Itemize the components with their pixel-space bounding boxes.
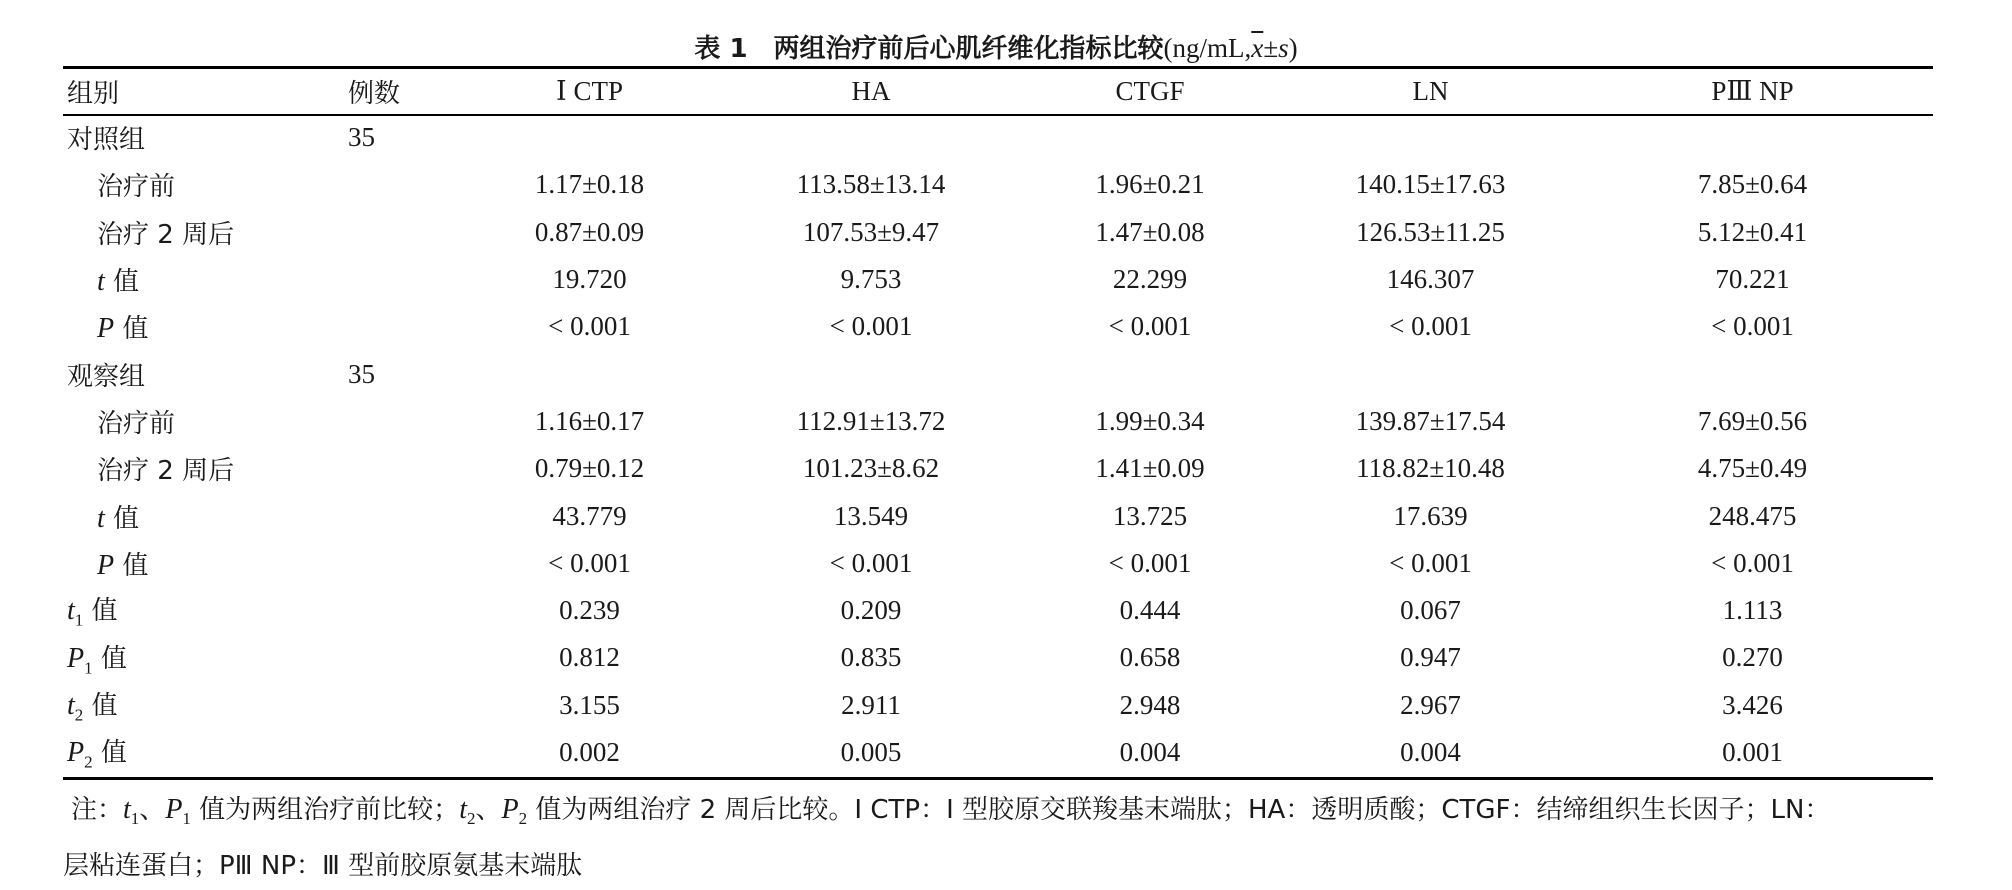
stat-suffix: 值	[92, 738, 127, 769]
table-row	[63, 682, 1933, 729]
value-cell: < 0.001	[1108, 547, 1192, 578]
value-cell: 140.15±17.63	[1355, 169, 1506, 200]
value-cell: 4.75±0.49	[1697, 453, 1808, 484]
count-cell	[338, 398, 448, 445]
value-cell: < 0.001	[829, 311, 913, 342]
value-cell: 9.753	[840, 264, 902, 295]
count-cell: 35	[348, 122, 375, 153]
value-cell: 118.82±10.48	[1356, 453, 1505, 484]
table-title-label: 表 1 两组治疗前后心肌纤维化指标比较	[694, 34, 1164, 64]
value-cell: 146.307	[1386, 264, 1475, 295]
value-cell: 2.911	[841, 689, 901, 720]
table-row	[63, 445, 1933, 492]
value-cell: 107.53±9.47	[802, 216, 940, 247]
value-cell: 1.47±0.08	[1095, 216, 1205, 247]
row-label: 治疗 2 周后	[97, 219, 235, 250]
mean-symbol: $\overline{x}$	[1251, 33, 1264, 63]
value-cell: 112.91±13.72	[796, 405, 946, 436]
count-cell	[338, 540, 448, 587]
header-col: PⅢ NP	[1711, 76, 1794, 106]
stat-label	[63, 682, 338, 729]
count-cell: 35	[348, 358, 375, 389]
value-cell: 17.639	[1393, 500, 1468, 531]
header-col: Ⅰ CTP	[556, 76, 623, 106]
table-footnote	[63, 786, 1943, 890]
value-cell: 70.221	[1715, 264, 1790, 295]
stat-suffix: 值	[92, 643, 127, 674]
value-cell: 1.41±0.09	[1095, 453, 1205, 484]
stat-label	[63, 256, 338, 303]
value-cell: < 0.001	[1711, 547, 1794, 578]
value-cell: < 0.001	[1389, 547, 1472, 578]
value-cell: 5.12±0.41	[1697, 216, 1808, 247]
header-col: LN	[1412, 76, 1449, 106]
note-prefix: 注：	[71, 795, 124, 825]
stat-suffix: 值	[104, 267, 140, 298]
table-row	[63, 256, 1933, 303]
value-cell: 1.16±0.17	[534, 405, 645, 436]
value-cell	[448, 350, 731, 397]
stat-label	[63, 492, 338, 539]
value-cell	[1289, 114, 1572, 161]
count-cell	[338, 209, 448, 256]
note-sub: 2	[466, 809, 476, 829]
value-cell: 43.779	[552, 500, 627, 531]
value-cell: < 0.001	[1711, 311, 1794, 342]
header-col: CTGF	[1115, 76, 1185, 106]
value-cell: < 0.001	[1108, 311, 1192, 342]
note-symbol: P	[165, 794, 183, 825]
value-cell: < 0.001	[1389, 311, 1472, 342]
value-cell	[1572, 350, 1933, 397]
stat-subscript: 1	[84, 658, 93, 678]
stat-symbol: P	[67, 642, 85, 674]
note-sub: 1	[182, 809, 191, 829]
value-cell: 0.270	[1722, 642, 1783, 673]
value-cell: 19.720	[552, 264, 627, 295]
table-row	[63, 540, 1933, 587]
value-cell: 2.948	[1119, 689, 1181, 720]
stat-suffix: 值	[83, 596, 118, 627]
footnote-line-1	[63, 786, 1943, 842]
group-label: 观察组	[67, 361, 146, 392]
group-label: 对照组	[67, 125, 146, 156]
value-cell: 0.658	[1119, 642, 1181, 673]
table-row	[63, 209, 1933, 256]
stat-subscript: 2	[84, 752, 93, 772]
note-sep: 、	[475, 795, 502, 825]
header-col: HA	[851, 76, 891, 106]
value-cell: 0.002	[559, 737, 620, 767]
stat-label	[63, 729, 338, 776]
row-label: 治疗前	[97, 172, 176, 203]
value-cell: < 0.001	[548, 547, 631, 578]
unit-close: )	[1288, 33, 1298, 63]
value-cell: 13.549	[833, 500, 909, 531]
value-cell	[1289, 350, 1572, 397]
count-cell	[338, 634, 448, 681]
stat-suffix: 值	[104, 503, 140, 534]
note-sub: 2	[518, 809, 528, 829]
stat-suffix: 值	[83, 691, 118, 722]
stat-symbol: P	[67, 737, 85, 769]
stat-symbol: t	[67, 690, 75, 722]
value-cell	[1011, 114, 1289, 161]
value-cell: 0.239	[559, 595, 620, 626]
count-cell	[338, 682, 448, 729]
value-cell: 1.99±0.34	[1095, 405, 1205, 436]
header-row	[63, 69, 1933, 114]
note-symbol: t	[123, 794, 131, 825]
sd-symbol: ±s	[1263, 33, 1289, 63]
stat-symbol: t	[97, 266, 105, 298]
value-cell: 13.725	[1112, 500, 1188, 531]
header-count: 例数	[348, 79, 401, 109]
value-cell: 1.96±0.21	[1095, 169, 1205, 200]
value-cell	[448, 114, 731, 161]
value-cell: 1.17±0.18	[534, 169, 645, 200]
value-cell: 139.87±17.54	[1355, 405, 1506, 436]
table-row	[63, 634, 1933, 681]
count-cell	[338, 445, 448, 492]
note-text: 值为两组治疗前比较；	[190, 795, 460, 825]
count-cell	[338, 303, 448, 350]
note-symbol: t	[459, 794, 467, 825]
value-cell	[731, 350, 1011, 397]
note-symbol: P	[501, 794, 519, 825]
row-label: 治疗前	[97, 408, 176, 439]
value-cell: 248.475	[1708, 500, 1797, 531]
stat-suffix: 值	[114, 314, 149, 345]
note-text: 层粘连蛋白；PⅢ NP：Ⅲ 型前胶原氨基末端肽	[63, 851, 583, 882]
table-row	[63, 161, 1933, 208]
stat-symbol: t	[67, 595, 75, 627]
stat-label	[63, 587, 338, 634]
unit-text: (ng/mL,	[1163, 33, 1252, 63]
table-title-unit	[1164, 33, 1298, 63]
value-cell: 0.79±0.12	[534, 453, 645, 484]
stat-suffix: 值	[114, 550, 149, 581]
value-cell	[731, 114, 1011, 161]
table-row	[63, 587, 1933, 634]
row-label: 治疗 2 周后	[97, 456, 235, 487]
value-cell: 0.004	[1119, 737, 1181, 767]
table-body	[63, 114, 1933, 776]
value-cell: 7.85±0.64	[1697, 169, 1808, 200]
value-cell: 2.967	[1400, 689, 1461, 720]
count-cell	[338, 161, 448, 208]
table-bottom-rule	[63, 777, 1933, 780]
value-cell: 0.444	[1119, 595, 1181, 626]
count-cell	[338, 256, 448, 303]
value-cell: 0.005	[840, 737, 902, 767]
group-row	[63, 114, 1933, 161]
note-sep: 、	[139, 795, 166, 825]
table-row	[63, 303, 1933, 350]
value-cell: 0.209	[840, 595, 902, 626]
value-cell: < 0.001	[829, 547, 913, 578]
count-cell	[338, 492, 448, 539]
value-cell: 7.69±0.56	[1697, 405, 1808, 436]
table-row	[63, 492, 1933, 539]
value-cell: 126.53±11.25	[1356, 216, 1505, 247]
count-cell	[338, 729, 448, 776]
table-row	[63, 398, 1933, 445]
stat-label	[63, 303, 338, 350]
value-cell: 22.299	[1112, 264, 1188, 295]
value-cell: 0.87±0.09	[534, 216, 645, 247]
value-cell: 0.001	[1722, 737, 1783, 767]
value-cell: 1.113	[1722, 595, 1783, 626]
stat-subscript: 2	[74, 705, 84, 725]
value-cell: 0.004	[1400, 737, 1461, 767]
table-row	[63, 729, 1933, 776]
value-cell: 101.23±8.62	[802, 453, 940, 484]
header-group: 组别	[67, 79, 120, 109]
stat-label	[63, 540, 338, 587]
note-text: 值为两组治疗 2 周后比较。Ⅰ CTP：Ⅰ 型胶原交联羧基末端肽；HA：透明质酸；CTGF：结缔组织生长因子；LN：	[527, 795, 1831, 825]
value-cell: 0.835	[840, 642, 902, 673]
stat-symbol: t	[97, 502, 105, 534]
stat-symbol: P	[97, 313, 115, 345]
footnote-line-2	[63, 842, 1943, 890]
group-row	[63, 350, 1933, 397]
data-table	[63, 69, 1933, 776]
value-cell	[1572, 114, 1933, 161]
value-cell: 3.155	[559, 689, 620, 720]
table-title	[60, 28, 1932, 68]
value-cell: 3.426	[1722, 689, 1783, 720]
count-cell	[338, 587, 448, 634]
value-cell: < 0.001	[548, 311, 631, 342]
stat-label	[63, 634, 338, 681]
value-cell: 0.812	[559, 642, 620, 673]
value-cell	[1011, 350, 1289, 397]
value-cell: 0.067	[1400, 595, 1461, 626]
value-cell: 113.58±13.14	[796, 169, 946, 200]
stat-subscript: 1	[74, 610, 84, 630]
note-sub: 1	[130, 809, 140, 829]
value-cell: 0.947	[1400, 642, 1461, 673]
stat-symbol: P	[97, 549, 115, 581]
